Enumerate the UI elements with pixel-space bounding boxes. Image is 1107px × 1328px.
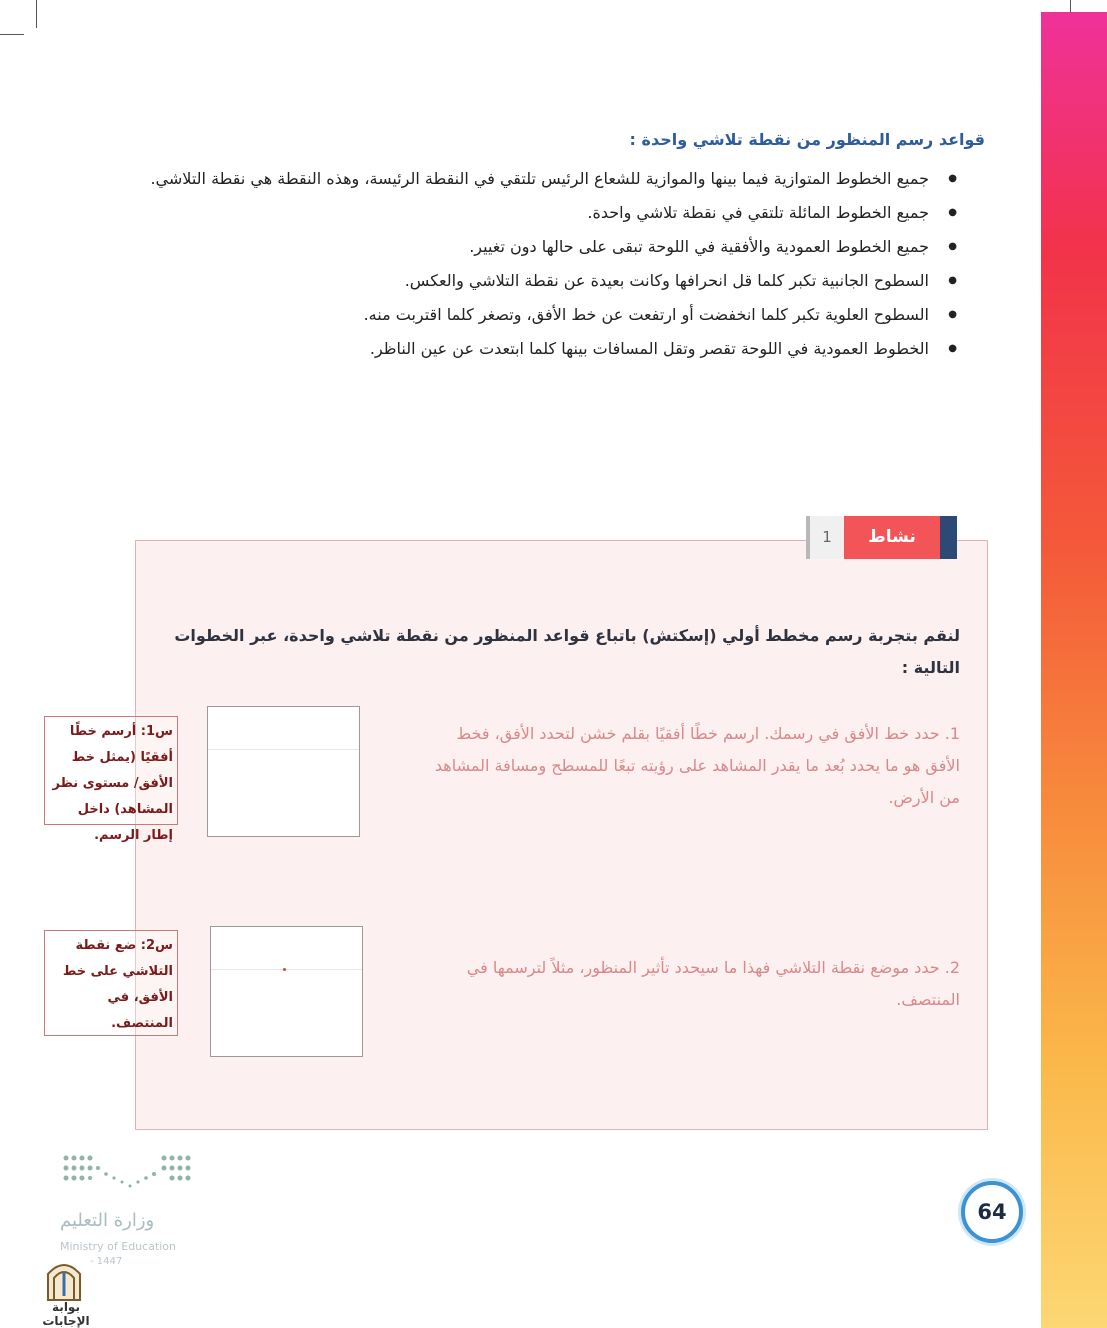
- list-item: ● جميع الخطوط العمودية والأفقية في اللوحة تبقى على حالها دون تغيير.: [127, 230, 957, 264]
- rules-list: [127, 162, 957, 366]
- activity-tab-accent: [940, 516, 957, 559]
- page-number-badge: 64: [961, 1181, 1023, 1243]
- step-2-text: 2. حدد موضع نقطة التلاشي فهذا ما سيحدد تأثير المنظور، مثلاً لترسمها في المنتصف.: [466, 958, 960, 1009]
- activity-number: 1: [806, 516, 844, 559]
- crop-mark: [0, 34, 24, 35]
- activity-intro: لنقم بتجربة رسم مخطط أولي (إسكتش) باتباع قواعد المنظور من نقطة تلاشي واحدة، عبر الخطوات التالية :: [174, 626, 960, 677]
- decorative-side-band: [1041, 12, 1107, 1328]
- sketch-frame-1: [207, 706, 360, 837]
- horizon-line: [211, 969, 362, 970]
- ministry-logo: [60, 1152, 200, 1272]
- ministry-dots-icon: [60, 1152, 200, 1197]
- ministry-name-en: Ministry of Education: [60, 1240, 177, 1253]
- list-item: ● السطوح الجانبية تكبر كلما قل انحرافها وكانت بعيدة عن نقطة التلاشي والعكس.: [127, 264, 957, 298]
- step-1-text: 1. حدد خط الأفق في رسمك. ارسم خطًا أفقيًا بقلم خشن لتحدد الأفق، فخط الأفق هو ما يحدد بُعد ما يقدر المشاهد على رؤيته تبعًا للمسطح ومسافة المشاهد من الأرض.: [434, 724, 960, 807]
- horizon-line: [208, 749, 359, 750]
- gateway-name: بوابة الإجابات: [42, 1300, 90, 1328]
- ministry-name-ar: وزارة التعليم: [60, 1210, 155, 1231]
- rules-heading: قواعد رسم المنظور من نقطة تلاشي واحدة :: [629, 130, 985, 149]
- crop-mark: [36, 0, 37, 28]
- answer-box-2: س2: ضع نقطة التلاشي على خط الأفق، في المنتصف.: [44, 930, 178, 1036]
- vanishing-point: [283, 968, 286, 971]
- list-item: ● الخطوط العمودية في اللوحة تقصر وتقل المسافات بينها كلما ابتعدت عن عين الناظر.: [127, 332, 957, 366]
- gateway-logo: [30, 1256, 102, 1328]
- activity-tab: [806, 516, 957, 559]
- ministry-year: - 1447: [90, 1256, 123, 1267]
- list-item: ● جميع الخطوط المائلة تلتقي في نقطة تلاشي واحدة.: [127, 196, 957, 230]
- activity-label: نشاط: [844, 516, 940, 559]
- sketch-frame-2: [210, 926, 363, 1057]
- list-item: ● السطوح العلوية تكبر كلما انخفضت أو ارتفعت عن خط الأفق، وتصغر كلما اقتربت منه.: [127, 298, 957, 332]
- gateway-emblem-icon: [44, 1256, 84, 1302]
- list-item: ● جميع الخطوط المتوازية فيما بينها والموازية للشعاع الرئيس تلتقي في النقطة الرئيسة، وهذه النقطة هي نقطة التلاشي.: [127, 162, 957, 196]
- answer-box-1: س1: أرسم خطًا أفقيًا (يمثل خط الأفق/ مستوى نظر المشاهد) داخل إطار الرسم.: [44, 716, 178, 825]
